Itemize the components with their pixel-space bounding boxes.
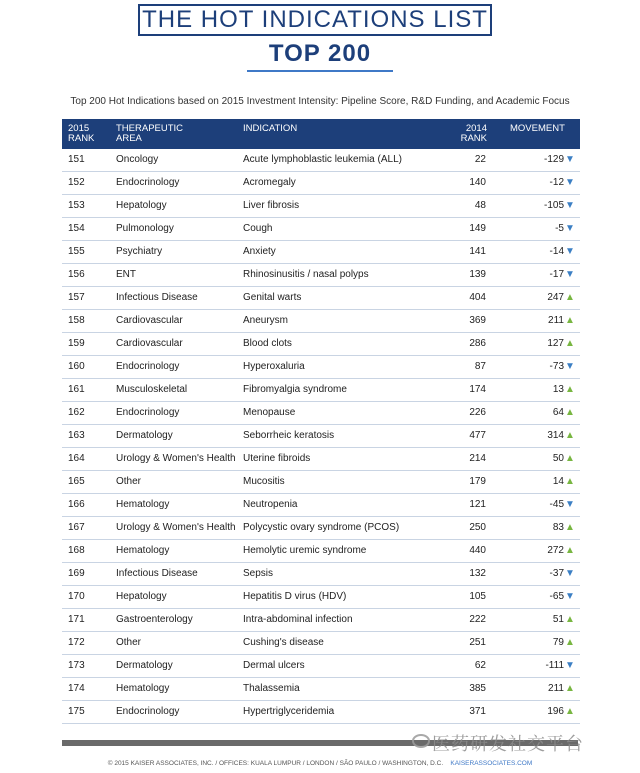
cell-rank-2014: 404 <box>469 292 486 303</box>
watermark: 医药研发社交平台 <box>432 734 584 754</box>
arrow-up-icon: ▲ <box>565 292 575 303</box>
arrow-down-icon: ▼ <box>565 177 575 188</box>
cell-rank-2015: 152 <box>68 177 85 188</box>
cell-therapeutic-area: Pulmonology <box>116 223 174 234</box>
cell-rank-2014: 132 <box>469 568 486 579</box>
cell-rank-2015: 162 <box>68 407 85 418</box>
cell-movement: 51 <box>552 614 564 625</box>
arrow-up-icon: ▲ <box>565 545 575 556</box>
cell-rank-2014: 369 <box>469 315 486 326</box>
arrow-down-icon: ▼ <box>565 499 575 510</box>
cell-movement: 314 <box>547 430 564 441</box>
cell-rank-2014: 22 <box>474 154 486 165</box>
cell-rank-2014: 286 <box>469 338 486 349</box>
cell-rank-2014: 139 <box>469 269 486 280</box>
cell-movement: 50 <box>552 453 564 464</box>
cell-indication: Mucositis <box>243 476 285 487</box>
header-rank-2015 <box>68 124 94 144</box>
cell-rank-2015: 165 <box>68 476 85 487</box>
cell-therapeutic-area: Infectious Disease <box>116 292 198 303</box>
arrow-down-icon: ▼ <box>565 660 575 671</box>
cell-rank-2014: 87 <box>474 361 486 372</box>
footer <box>0 760 640 767</box>
cell-rank-2015: 174 <box>68 683 85 694</box>
cell-indication: Fibromyalgia syndrome <box>243 384 347 395</box>
cell-rank-2015: 155 <box>68 246 85 257</box>
cell-indication: Dermal ulcers <box>243 660 305 671</box>
table-row <box>62 149 580 172</box>
title-box <box>138 4 492 36</box>
cell-therapeutic-area: Psychiatry <box>116 246 163 257</box>
cell-indication: Uterine fibroids <box>243 453 311 464</box>
header-rank-2014 <box>457 124 487 144</box>
table-row <box>62 218 580 241</box>
cell-rank-2015: 171 <box>68 614 85 625</box>
footer-copyright: © 2015 KAISER ASSOCIATES, INC. / OFFICES: KUALA LUMPUR / LONDON / SÃO PAULO / WASHINGTON, D.C. <box>107 760 444 767</box>
table-row <box>62 402 580 425</box>
cell-movement: -5 <box>555 223 564 234</box>
arrow-up-icon: ▲ <box>565 614 575 625</box>
cell-therapeutic-area: Hepatology <box>116 200 167 211</box>
cell-rank-2015: 157 <box>68 292 85 303</box>
arrow-down-icon: ▼ <box>565 246 575 257</box>
header-rank-2015-line2: RANK <box>68 133 95 144</box>
cell-movement: -12 <box>549 177 564 188</box>
arrow-down-icon: ▼ <box>565 200 575 211</box>
cell-therapeutic-area: ENT <box>116 269 136 280</box>
cell-rank-2014: 140 <box>469 177 486 188</box>
table-row <box>62 356 580 379</box>
table-row <box>62 448 580 471</box>
arrow-up-icon: ▲ <box>565 315 575 326</box>
arrow-up-icon: ▲ <box>565 338 575 349</box>
table-row <box>62 471 580 494</box>
cell-rank-2015: 166 <box>68 499 85 510</box>
header-movement: MOVEMENT <box>510 123 565 134</box>
indications-table <box>62 119 580 724</box>
table-row <box>62 609 580 632</box>
cell-indication: Liver fibrosis <box>243 200 300 211</box>
cell-rank-2014: 440 <box>469 545 486 556</box>
cell-indication: Neutropenia <box>243 499 298 510</box>
cell-therapeutic-area: Other <box>116 637 142 648</box>
cell-movement: 79 <box>552 637 564 648</box>
table-row <box>62 333 580 356</box>
cell-indication: Anxiety <box>243 246 276 257</box>
cell-movement: -14 <box>549 246 564 257</box>
cell-therapeutic-area: Urology & Women's Health <box>116 453 236 464</box>
cell-rank-2015: 169 <box>68 568 85 579</box>
cell-therapeutic-area: Endocrinology <box>116 177 180 188</box>
cell-movement: 196 <box>547 706 564 717</box>
cell-indication: Blood clots <box>243 338 292 349</box>
cell-therapeutic-area: Endocrinology <box>116 361 180 372</box>
table-row <box>62 241 580 264</box>
cell-rank-2014: 222 <box>469 614 486 625</box>
table-row <box>62 379 580 402</box>
cell-therapeutic-area: Hematology <box>116 499 170 510</box>
table-row <box>62 264 580 287</box>
header-area-line1: THERAPEUTIC <box>116 123 184 134</box>
cell-movement: 247 <box>547 292 564 303</box>
cell-indication: Acute lymphoblastic leukemia (ALL) <box>243 154 402 165</box>
cell-indication: Intra-abdominal infection <box>243 614 353 625</box>
cell-indication: Hepatitis D virus (HDV) <box>243 591 347 602</box>
header-rank-2015-line1: 2015 <box>68 123 90 134</box>
arrow-up-icon: ▲ <box>565 522 575 533</box>
cell-rank-2014: 62 <box>474 660 486 671</box>
header-area-line2: AREA <box>116 133 142 144</box>
cell-therapeutic-area: Cardiovascular <box>116 338 183 349</box>
arrow-up-icon: ▲ <box>565 476 575 487</box>
cell-therapeutic-area: Gastroenterology <box>116 614 193 625</box>
subtitle-divider <box>247 70 393 72</box>
page-title: THE HOT INDICATIONS LIST <box>142 6 488 33</box>
cell-rank-2015: 168 <box>68 545 85 556</box>
header-rank-2014-line2: RANK <box>460 133 487 144</box>
table-row <box>62 494 580 517</box>
cell-indication: Aneurysm <box>243 315 289 326</box>
cell-indication: Polycystic ovary syndrome (PCOS) <box>243 522 400 533</box>
cell-movement: -37 <box>549 568 564 579</box>
table-row <box>62 310 580 333</box>
cell-therapeutic-area: Other <box>116 476 142 487</box>
cell-rank-2014: 250 <box>469 522 486 533</box>
arrow-down-icon: ▼ <box>565 269 575 280</box>
cell-movement: 14 <box>552 476 564 487</box>
header-indication: INDICATION <box>243 123 298 134</box>
arrow-down-icon: ▼ <box>565 591 575 602</box>
table-caption: Top 200 Hot Indications based on 2015 Investment Intensity: Pipeline Score, R&D Funding, and Academic Focus <box>70 96 570 107</box>
cell-indication: Cushing's disease <box>243 637 324 648</box>
cell-rank-2014: 214 <box>469 453 486 464</box>
cell-rank-2014: 174 <box>469 384 486 395</box>
table-row <box>62 195 580 218</box>
arrow-up-icon: ▲ <box>565 453 575 464</box>
cell-rank-2014: 179 <box>469 476 486 487</box>
cell-therapeutic-area: Hematology <box>116 683 170 694</box>
cell-rank-2014: 48 <box>474 200 486 211</box>
table-row <box>62 563 580 586</box>
cell-movement: 13 <box>552 384 564 395</box>
cell-rank-2015: 173 <box>68 660 85 671</box>
table-row <box>62 540 580 563</box>
arrow-down-icon: ▼ <box>565 568 575 579</box>
cell-indication: Cough <box>243 223 273 234</box>
cell-rank-2015: 170 <box>68 591 85 602</box>
cell-rank-2014: 385 <box>469 683 486 694</box>
cell-movement: 127 <box>547 338 564 349</box>
cell-rank-2014: 226 <box>469 407 486 418</box>
header-therapeutic-area <box>116 124 183 144</box>
cell-rank-2014: 121 <box>469 499 486 510</box>
table-row <box>62 287 580 310</box>
cell-rank-2015: 151 <box>68 154 85 165</box>
cell-therapeutic-area: Urology & Women's Health <box>116 522 236 533</box>
cell-rank-2015: 172 <box>68 637 85 648</box>
cell-indication: Rhinosinusitis / nasal polyps <box>243 269 369 280</box>
cell-rank-2015: 161 <box>68 384 85 395</box>
cell-rank-2014: 105 <box>469 591 486 602</box>
table-row <box>62 586 580 609</box>
cell-movement: -45 <box>549 499 564 510</box>
cell-rank-2015: 154 <box>68 223 85 234</box>
page-subtitle: TOP 200 <box>268 40 372 67</box>
cell-therapeutic-area: Endocrinology <box>116 407 180 418</box>
table-row <box>62 632 580 655</box>
cell-therapeutic-area: Oncology <box>116 154 159 165</box>
header-rank-2014-line1: 2014 <box>465 123 487 134</box>
cell-indication: Sepsis <box>243 568 274 579</box>
cell-movement: -73 <box>549 361 564 372</box>
cell-indication: Menopause <box>243 407 296 418</box>
table-header <box>62 119 580 149</box>
table-row <box>62 701 580 724</box>
cell-rank-2014: 477 <box>469 430 486 441</box>
cell-therapeutic-area: Dermatology <box>116 660 173 671</box>
cell-indication: Seborrheic keratosis <box>243 430 335 441</box>
cell-movement: 64 <box>552 407 564 418</box>
cell-rank-2014: 371 <box>469 706 486 717</box>
cell-movement: -105 <box>543 200 564 211</box>
cell-therapeutic-area: Musculoskeletal <box>116 384 188 395</box>
table-row <box>62 425 580 448</box>
cell-therapeutic-area: Hepatology <box>116 591 167 602</box>
arrow-down-icon: ▼ <box>565 223 575 234</box>
cell-indication: Hypertriglyceridemia <box>243 706 335 717</box>
cell-rank-2015: 164 <box>68 453 85 464</box>
cell-rank-2014: 149 <box>469 223 486 234</box>
cell-indication: Hyperoxaluria <box>243 361 305 372</box>
cell-movement: 83 <box>552 522 564 533</box>
cell-movement: -111 <box>545 660 564 671</box>
table-row <box>62 172 580 195</box>
cell-therapeutic-area: Dermatology <box>116 430 173 441</box>
arrow-up-icon: ▲ <box>565 706 575 717</box>
cell-indication: Hemolytic uremic syndrome <box>243 545 367 556</box>
cell-movement: -129 <box>543 154 564 165</box>
arrow-down-icon: ▼ <box>565 361 575 372</box>
cell-therapeutic-area: Hematology <box>116 545 170 556</box>
arrow-up-icon: ▲ <box>565 407 575 418</box>
arrow-up-icon: ▲ <box>565 384 575 395</box>
cell-therapeutic-area: Cardiovascular <box>116 315 183 326</box>
table-body <box>62 149 580 724</box>
cell-therapeutic-area: Infectious Disease <box>116 568 198 579</box>
cell-therapeutic-area: Endocrinology <box>116 706 180 717</box>
cell-rank-2015: 175 <box>68 706 85 717</box>
cell-movement: 211 <box>548 315 564 326</box>
cell-rank-2014: 141 <box>469 246 486 257</box>
cell-movement: 272 <box>547 545 564 556</box>
wechat-icon <box>412 734 430 748</box>
table-row <box>62 517 580 540</box>
cell-movement: -65 <box>549 591 564 602</box>
cell-rank-2015: 158 <box>68 315 85 326</box>
arrow-up-icon: ▲ <box>565 637 575 648</box>
cell-rank-2014: 251 <box>469 637 486 648</box>
footer-link[interactable]: KAISERASSOCIATES.COM <box>450 760 533 767</box>
arrow-down-icon: ▼ <box>565 154 575 165</box>
arrow-up-icon: ▲ <box>565 683 575 694</box>
cell-indication: Acromegaly <box>243 177 296 188</box>
cell-indication: Genital warts <box>243 292 302 303</box>
cell-indication: Thalassemia <box>243 683 300 694</box>
cell-rank-2015: 167 <box>68 522 85 533</box>
cell-rank-2015: 153 <box>68 200 85 211</box>
cell-rank-2015: 163 <box>68 430 85 441</box>
table-row <box>62 655 580 678</box>
cell-rank-2015: 156 <box>68 269 85 280</box>
arrow-up-icon: ▲ <box>565 430 575 441</box>
table-row <box>62 678 580 701</box>
cell-rank-2015: 159 <box>68 338 85 349</box>
cell-movement: 211 <box>548 683 564 694</box>
cell-movement: -17 <box>549 269 564 280</box>
cell-rank-2015: 160 <box>68 361 85 372</box>
